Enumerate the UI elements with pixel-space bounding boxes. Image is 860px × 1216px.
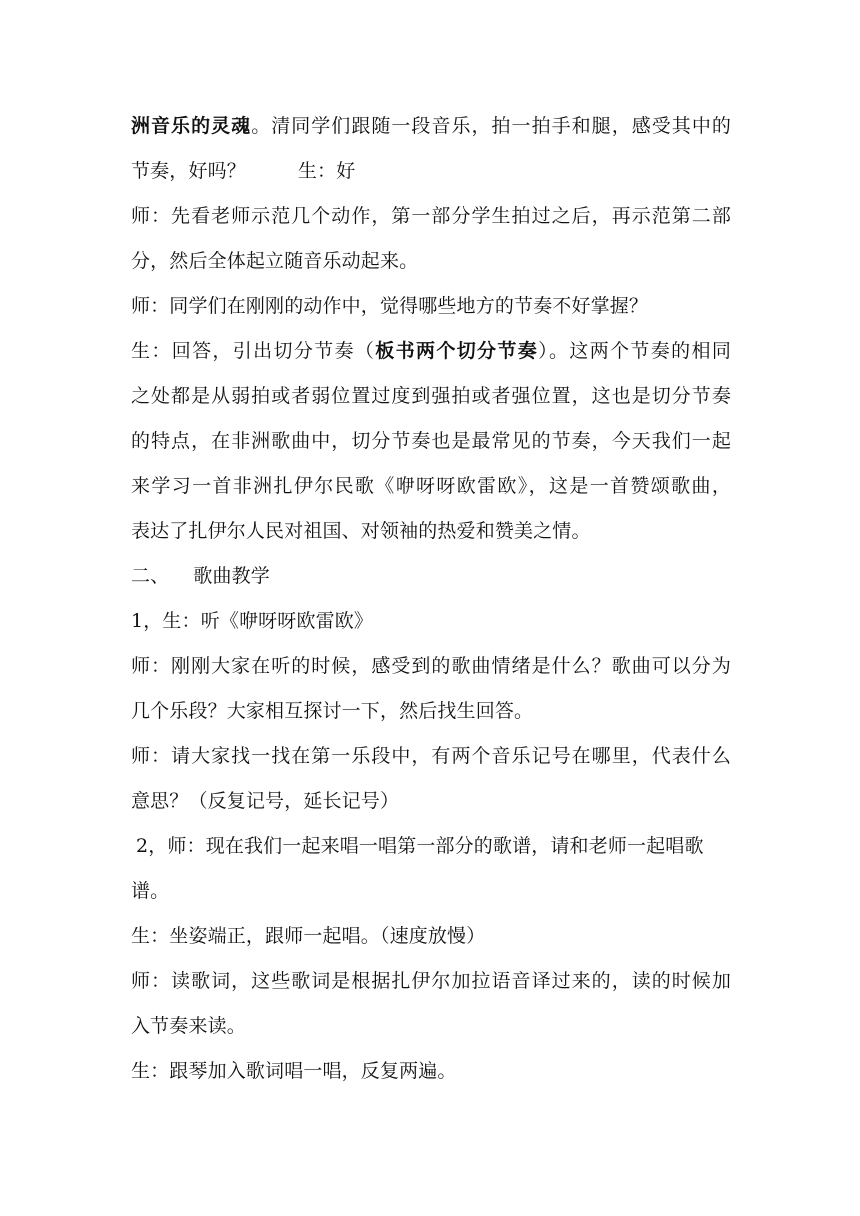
paragraph-line: 师：刚刚大家在听的时候，感受到的歌曲情绪是什么？歌曲可以分为	[131, 655, 731, 677]
paragraph-line: 几个乐段？大家相互探讨一下，然后找生回答。	[131, 700, 534, 722]
paragraph-line: 师：先看老师示范几个动作，第一部分学生拍过之后，再示范第二部	[131, 205, 731, 227]
line-text: 生：回答，引出切分节奏（	[131, 340, 376, 362]
bold-phrase: 洲音乐的灵魂	[131, 115, 252, 137]
paragraph-line	[131, 329, 731, 374]
section-number: 二、	[131, 565, 170, 587]
paragraph-line: 表达了扎伊尔人民对祖国、对领袖的热爱和赞美之情。	[131, 520, 591, 542]
section-heading	[131, 554, 731, 599]
paragraph-line: 谱。	[131, 880, 170, 902]
line-text: 节奏，好吗？	[131, 160, 246, 182]
document-body	[131, 104, 731, 1094]
paragraph-line: 分，然后全体起立随音乐动起来。	[131, 250, 419, 272]
paragraph-line: 的特点，在非洲歌曲中，切分节奏也是最常见的节奏，今天我们一起	[131, 430, 731, 452]
line-text: 。清同学们跟随一段音乐，拍一拍手和腿，感受其中的	[251, 115, 732, 137]
paragraph-line: 之处都是从弱拍或者弱位置过度到强拍或者强位置，这也是切分节奏	[131, 385, 731, 407]
section-title: 歌曲教学	[193, 565, 270, 587]
paragraph-line: 入节奏来读。	[131, 1015, 246, 1037]
paragraph-line: 生：跟琴加入歌词唱一唱，反复两遍。	[131, 1060, 457, 1082]
paragraph-line: 师：请大家找一找在第一乐段中，有两个音乐记号在哪里，代表什么	[131, 745, 731, 767]
paragraph-line: 师：读歌词，这些歌词是根据扎伊尔加拉语音译过来的，读的时候加	[131, 970, 731, 992]
paragraph-line: 意思？（反复记号，延长记号）	[131, 790, 400, 812]
paragraph-line	[131, 824, 731, 869]
line-text: ）。这两个节奏的相同	[538, 340, 731, 362]
line-text: 2，师：现在我们一起来唱一唱第一部分的歌谱，请和老师一起唱歌	[136, 835, 704, 857]
paragraph-line: 1，生：听《咿呀呀欧雷欧》	[131, 610, 374, 632]
paragraph-line	[131, 104, 731, 149]
line-text: 生：好	[297, 160, 356, 182]
paragraph-line	[131, 149, 731, 194]
bold-phrase: 板书两个切分节奏	[375, 340, 539, 362]
paragraph-line: 生：坐姿端正，跟师一起唱。（速度放慢）	[131, 925, 486, 947]
paragraph-line: 来学习一首非洲扎伊尔民歌《咿呀呀欧雷欧》，这是一首赞颂歌曲，	[131, 475, 731, 497]
paragraph-line: 师：同学们在刚刚的动作中，觉得哪些地方的节奏不好掌握？	[131, 295, 649, 317]
